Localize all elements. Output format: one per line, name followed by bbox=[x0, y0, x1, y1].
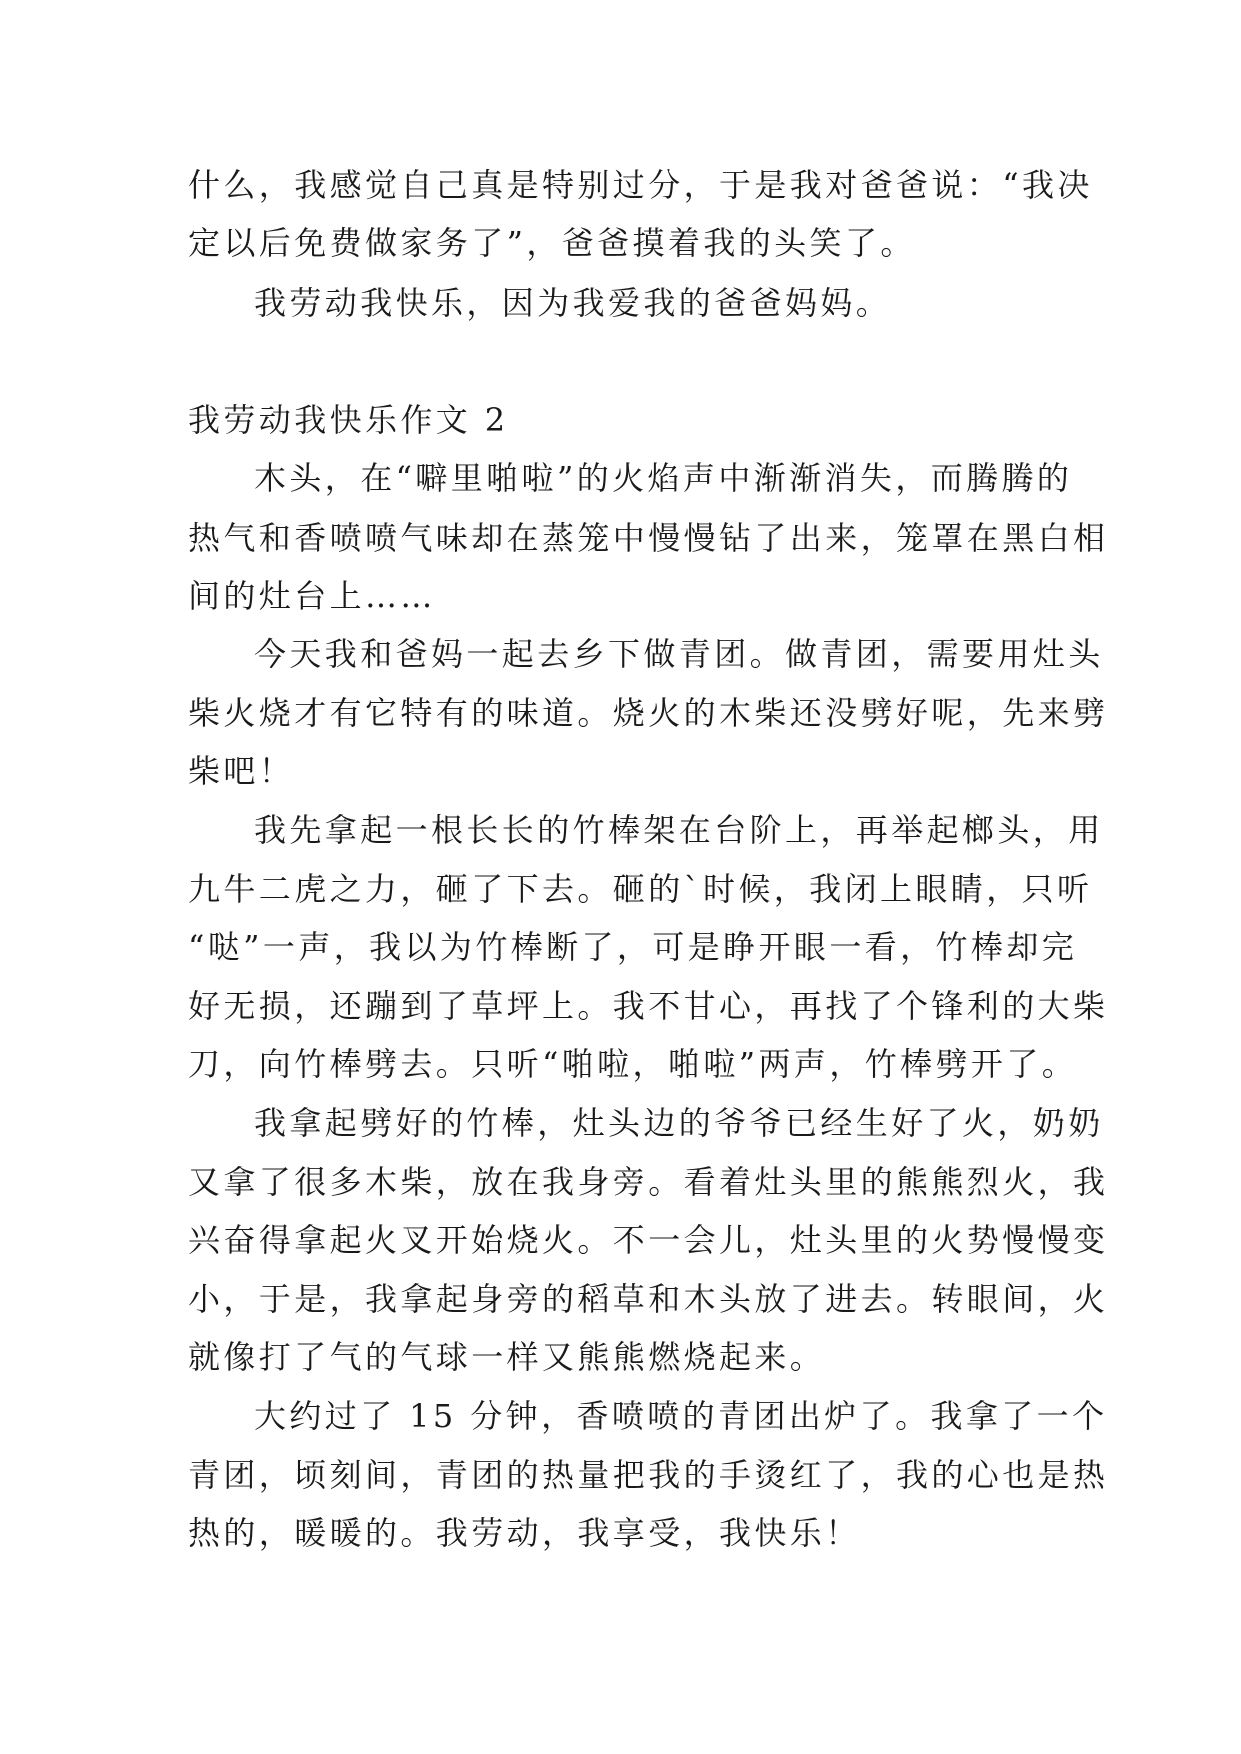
paragraph-line: 热气和香喷喷气味却在蒸笼中慢慢钻了出来，笼罩在黑白相 bbox=[188, 519, 1109, 557]
paragraph-line: 好无损，还蹦到了草坪上。我不甘心，再找了个锋利的大柴 bbox=[188, 987, 1109, 1025]
paragraph-line: 小，于是，我拿起身旁的稻草和木头放了进去。转眼间，火 bbox=[188, 1280, 1109, 1318]
paragraph-line: 九牛二虎之力，砸了下去。砸的`时候，我闭上眼睛，只听 bbox=[188, 870, 1093, 908]
paragraph-line: 柴火烧才有它特有的味道。烧火的木柴还没劈好呢，先来劈 bbox=[188, 694, 1109, 732]
paragraph-line: 定以后免费做家务了”，爸爸摸着我的头笑了。 bbox=[188, 224, 916, 262]
paragraph-line: 我先拿起一根长长的竹棒架在台阶上，再举起榔头，用 bbox=[254, 811, 1104, 849]
paragraph-line: 柴吧！ bbox=[188, 752, 295, 790]
paragraph-line: 青团，顷刻间，青团的热量把我的手烫红了，我的心也是热 bbox=[188, 1456, 1109, 1494]
paragraph-line: 刀，向竹棒劈去。只听“啪啦，啪啦”两声，竹棒劈开了。 bbox=[188, 1045, 1078, 1083]
paragraph-line: 什么，我感觉自己真是特别过分，于是我对爸爸说：“我决 bbox=[188, 166, 1093, 204]
paragraph-line: 今天我和爸妈一起去乡下做青团。做青团，需要用灶头 bbox=[254, 635, 1104, 673]
paragraph-line: 又拿了很多木柴，放在我身旁。看着灶头里的熊熊烈火，我 bbox=[188, 1163, 1109, 1201]
paragraph-line: “哒”一声，我以为竹棒断了，可是睁开眼一看，竹棒却完 bbox=[188, 928, 1078, 966]
paragraph-line: 热的，暖暖的。我劳动，我享受，我快乐！ bbox=[188, 1514, 861, 1552]
paragraph-line: 我拿起劈好的竹棒，灶头边的爷爷已经生好了火，奶奶 bbox=[254, 1104, 1104, 1142]
paragraph-line: 木头，在“噼里啪啦”的火焰声中渐渐消失，而腾腾的 bbox=[254, 459, 1073, 497]
paragraph-line: 大约过了 15 分钟，香喷喷的青团出炉了。我拿了一个 bbox=[254, 1397, 1108, 1435]
section-heading: 我劳动我快乐作文 2 bbox=[188, 401, 509, 439]
paragraph-line: 间的灶台上…… bbox=[188, 577, 436, 615]
paragraph-line: 就像打了气的气球一样又熊熊燃烧起来。 bbox=[188, 1338, 826, 1376]
paragraph-line: 我劳动我快乐，因为我爱我的爸爸妈妈。 bbox=[254, 284, 892, 322]
paragraph-line: 兴奋得拿起火叉开始烧火。不一会儿，灶头里的火势慢慢变 bbox=[188, 1221, 1109, 1259]
